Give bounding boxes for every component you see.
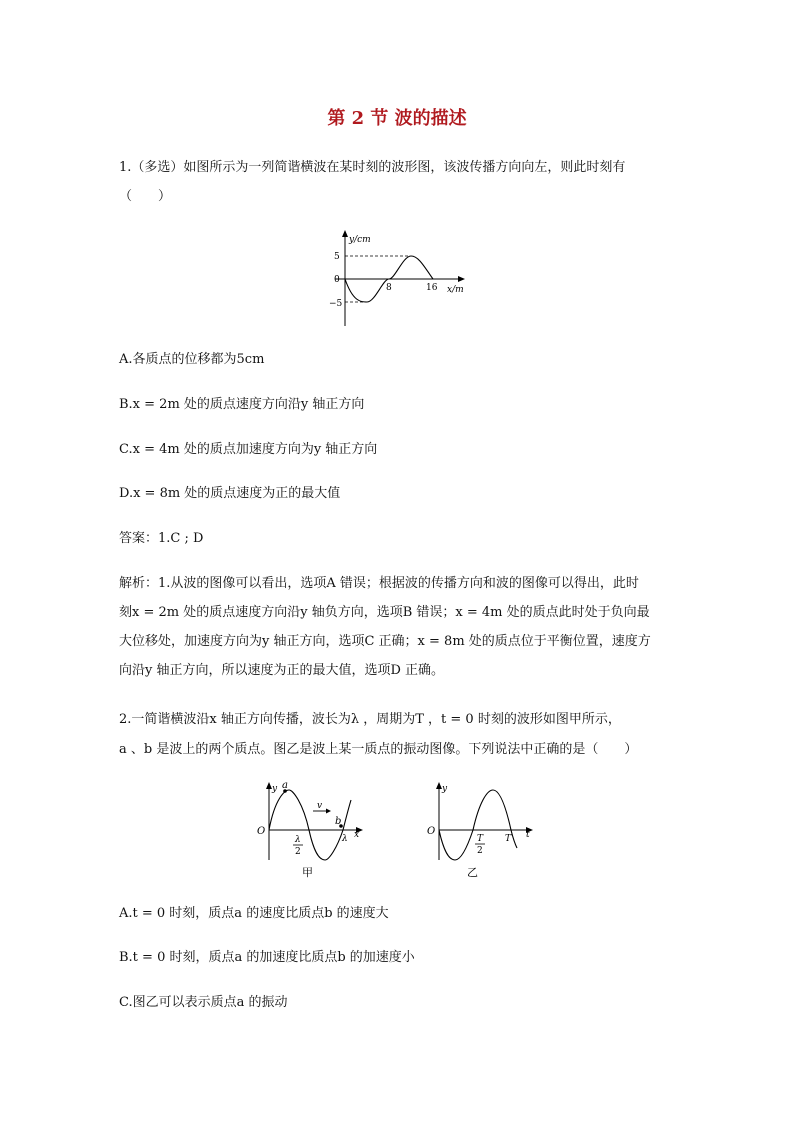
page-title: 第 2 节 波的描述 xyxy=(327,108,467,129)
x-axis-label: x/m xyxy=(447,285,464,295)
label-origin: O xyxy=(257,826,266,837)
q2-figure-jia xyxy=(255,778,367,880)
q2-stem-line1: 2.一简谐横波沿x 轴正方向传播，波长为λ ，周期为T ，t = 0 时刻的波形如图甲所示， xyxy=(119,712,621,727)
q2-option-a: A.t = 0 时刻，质点a 的速度比质点b 的速度大 xyxy=(119,906,389,921)
q1-analysis-line1: 解析：1.从波的图像可以看出，选项A 错误；根据波的传播方向和波的图像可以得出，此时 xyxy=(119,576,639,591)
label-a: a xyxy=(282,780,288,791)
caption-yi: 乙 xyxy=(467,866,478,879)
q1-option-c: C.x = 4m 处的质点加速度方向为y 轴正方向 xyxy=(119,442,378,457)
q1-analysis-line3: 大位移处，加速度方向为y 轴正方向，选项C 正确；x = 8m 处的质点位于平衡位置，速度方 xyxy=(119,634,651,649)
label-y: y xyxy=(272,784,278,794)
label-origin: O xyxy=(427,826,436,837)
label-y: y xyxy=(442,784,448,794)
q1-option-a: A.各质点的位移都为5cm xyxy=(119,352,265,367)
velocity-arrowhead xyxy=(326,809,331,814)
caption-jia: 甲 xyxy=(302,866,313,879)
label-T-den: 2 xyxy=(477,846,483,856)
label-lambda-den: 2 xyxy=(295,847,301,857)
tick-y-5: 5 xyxy=(334,252,340,262)
q1-answer: 答案：1.C ; D xyxy=(119,531,204,546)
label-x: x xyxy=(354,830,360,840)
q1-stem-line1: 1.（多选）如图所示为一列简谐横波在某时刻的波形图，该波传播方向向左，则此时刻有 xyxy=(119,160,626,175)
q1-stem-line2: （ ） xyxy=(119,189,172,204)
label-lambda-num: λ xyxy=(295,835,301,845)
q1-option-b: B.x = 2m 处的质点速度方向沿y 轴正方向 xyxy=(119,397,365,412)
tick-x-8: 8 xyxy=(386,283,392,293)
label-t: t xyxy=(526,830,530,840)
label-T-num: T xyxy=(477,834,484,844)
q2-option-b: B.t = 0 时刻，质点a 的加速度比质点b 的加速度小 xyxy=(119,950,415,965)
x-axis-arrow xyxy=(458,276,465,282)
label-b: b xyxy=(335,816,342,827)
y-axis-arrow xyxy=(342,230,348,237)
label-T: T xyxy=(505,834,512,844)
q1-analysis-line4: 向沿y 轴正方向，所以速度为正的最大值，选项D 正确。 xyxy=(119,663,445,678)
tick-x-16: 16 xyxy=(426,283,438,293)
y-axis-label: y/cm xyxy=(349,235,371,245)
label-v: v xyxy=(317,801,323,811)
q1-wave-figure xyxy=(325,228,470,328)
label-lambda: λ xyxy=(342,834,348,844)
q1-analysis-line2: 刻x = 2m 处的质点速度方向沿y 轴负方向，选项B 错误；x = 4m 处的质点此时处于负向最 xyxy=(119,605,650,620)
q2-option-c: C.图乙可以表示质点a 的振动 xyxy=(119,995,288,1010)
q2-figure-yi xyxy=(425,778,537,880)
tick-zero: 0 xyxy=(334,275,340,285)
q1-option-d: D.x = 8m 处的质点速度为正的最大值 xyxy=(119,486,341,501)
q2-stem-line2: a 、b 是波上的两个质点。图乙是波上某一质点的振动图像。下列说法中正确的是（ ） xyxy=(119,742,638,757)
tick-y-minus5: −5 xyxy=(329,299,343,309)
